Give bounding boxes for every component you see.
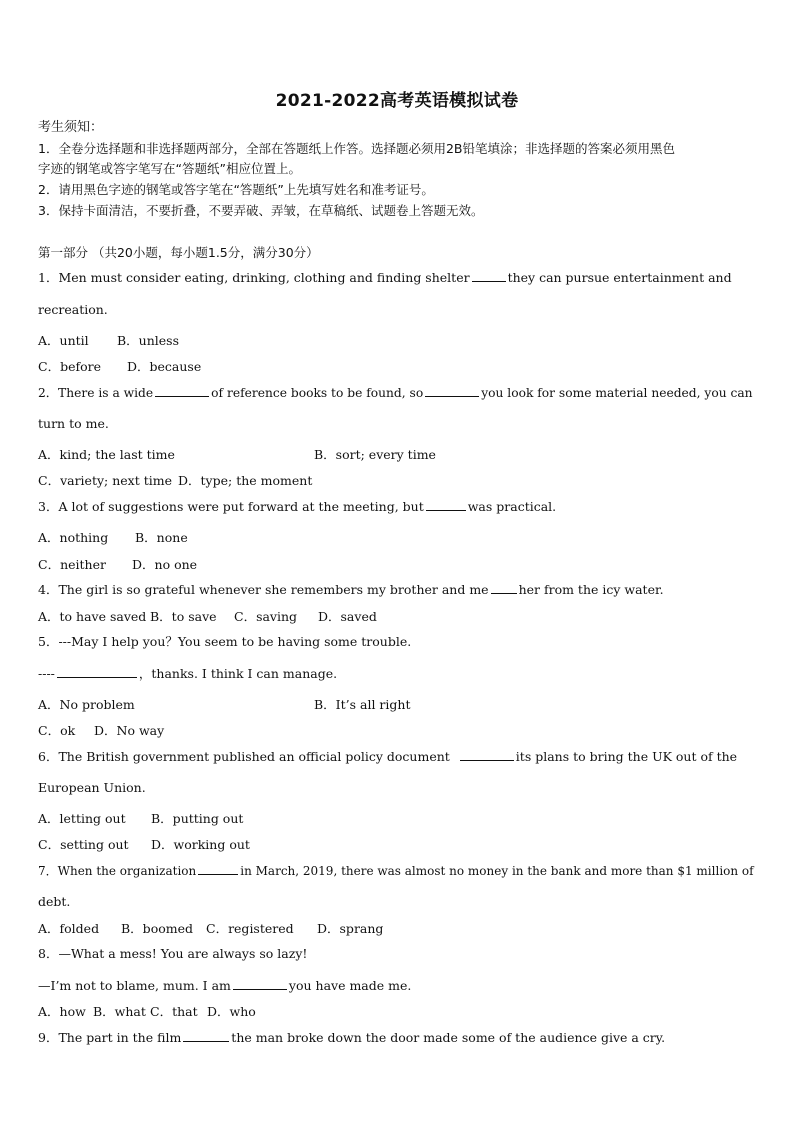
- question-7-cont: debt.: [38, 894, 71, 909]
- option-c: C．setting out: [38, 837, 129, 852]
- option-a: A．No problem: [38, 697, 135, 712]
- option-b: B．It’s all right: [314, 697, 411, 712]
- option-c: C．saving: [234, 609, 298, 624]
- notice-heading: 考生须知：: [38, 120, 104, 135]
- option-a: A．letting out: [38, 811, 126, 826]
- answer-blank: [155, 385, 209, 397]
- answer-blank: [198, 863, 238, 875]
- question-1-cont: recreation.: [38, 302, 108, 317]
- question-5: 5．---May I help you？You seem to be having some trouble.: [38, 634, 412, 649]
- option-c: C．variety; next time: [38, 473, 172, 488]
- option-b: B．what: [93, 1004, 146, 1019]
- option-c: C．before: [38, 359, 101, 374]
- option-a: A．kind; the last time: [38, 447, 175, 462]
- option-d: D．no one: [132, 557, 198, 572]
- answer-blank: [426, 499, 466, 511]
- question-4: 4．The girl is so grateful whenever she remembers my brother and me her from the icy water.: [38, 582, 664, 597]
- option-d: D．sprang: [317, 921, 384, 936]
- option-d: D．type; the moment: [178, 473, 313, 488]
- question-3: 3．A lot of suggestions were put forward at the meeting, but was practical.: [38, 499, 557, 514]
- option-b: B．unless: [117, 333, 180, 348]
- option-a: A．how: [38, 1004, 86, 1019]
- page-title: 2021-2022高考英语模拟试卷: [275, 91, 519, 111]
- question-7: 7．When the organization in March, 2019, there was almost no money in the bank and more than $1 million of: [38, 864, 754, 878]
- option-b: B．none: [135, 530, 188, 545]
- question-8: 8．—What a mess! You are always so lazy!: [38, 946, 308, 961]
- answer-blank: [425, 385, 479, 397]
- question-5-reply: ---- ，thanks. I think I can manage.: [38, 666, 338, 681]
- option-b: B．sort; every time: [314, 447, 436, 462]
- notice-line-4: 3．保持卡面清洁，不要折叠，不要弄破、弄皱，在草稿纸、试题卷上答题无效。: [38, 203, 484, 218]
- option-d: D．No way: [94, 723, 165, 738]
- option-d: D．who: [207, 1004, 256, 1019]
- option-a: A．until: [38, 333, 89, 348]
- answer-blank: [472, 270, 506, 282]
- option-c: C．registered: [206, 921, 294, 936]
- notice-line-2: 字迹的钢笔或答字笔写在“答题纸”相应位置上。: [38, 161, 301, 176]
- question-2-cont: turn to me.: [38, 416, 109, 431]
- notice-line-3: 2．请用黑色字迹的钢笔或答字笔在“答题纸”上先填写姓名和准考证号。: [38, 182, 434, 197]
- answer-blank: [233, 978, 287, 990]
- option-a: A．folded: [38, 921, 100, 936]
- question-2: 2．There is a wide of reference books to be found, so you look for some material needed, you can: [38, 386, 753, 400]
- section-heading: 第一部分 （共20小题，每小题1.5分，满分30分）: [38, 245, 319, 260]
- option-d: D．because: [127, 359, 202, 374]
- option-c: C．neither: [38, 557, 106, 572]
- question-9: 9．The part in the film the man broke down the door made some of the audience give a cry.: [38, 1030, 666, 1045]
- question-6-cont: European Union.: [38, 780, 146, 795]
- question-8-reply: —I’m not to blame, mum. I am you have made me.: [38, 978, 412, 993]
- answer-blank: [183, 1030, 229, 1042]
- option-a: A．to have saved: [38, 609, 147, 624]
- option-a: A．nothing: [38, 530, 109, 545]
- option-b: B．to save: [150, 609, 217, 624]
- option-b: B．putting out: [151, 811, 244, 826]
- option-b: B．boomed: [121, 921, 193, 936]
- option-c: C．ok: [38, 723, 76, 738]
- answer-blank: [460, 749, 514, 761]
- notice-line-1: 1．全卷分选择题和非选择题两部分，全部在答题纸上作答。选择题必须用2B铅笔填涂；非选择题的答案必须用黑色: [38, 141, 675, 156]
- answer-blank: [491, 582, 517, 594]
- option-d: D．saved: [318, 609, 377, 624]
- question-1: 1．Men must consider eating, drinking, clothing and finding shelter they can pursue entertainment and: [38, 270, 732, 285]
- question-6: 6．The British government published an official policy document its plans to bring the UK out of the: [38, 749, 738, 764]
- answer-blank: [57, 666, 137, 678]
- option-d: D．working out: [151, 837, 250, 852]
- option-c: C．that: [150, 1004, 198, 1019]
